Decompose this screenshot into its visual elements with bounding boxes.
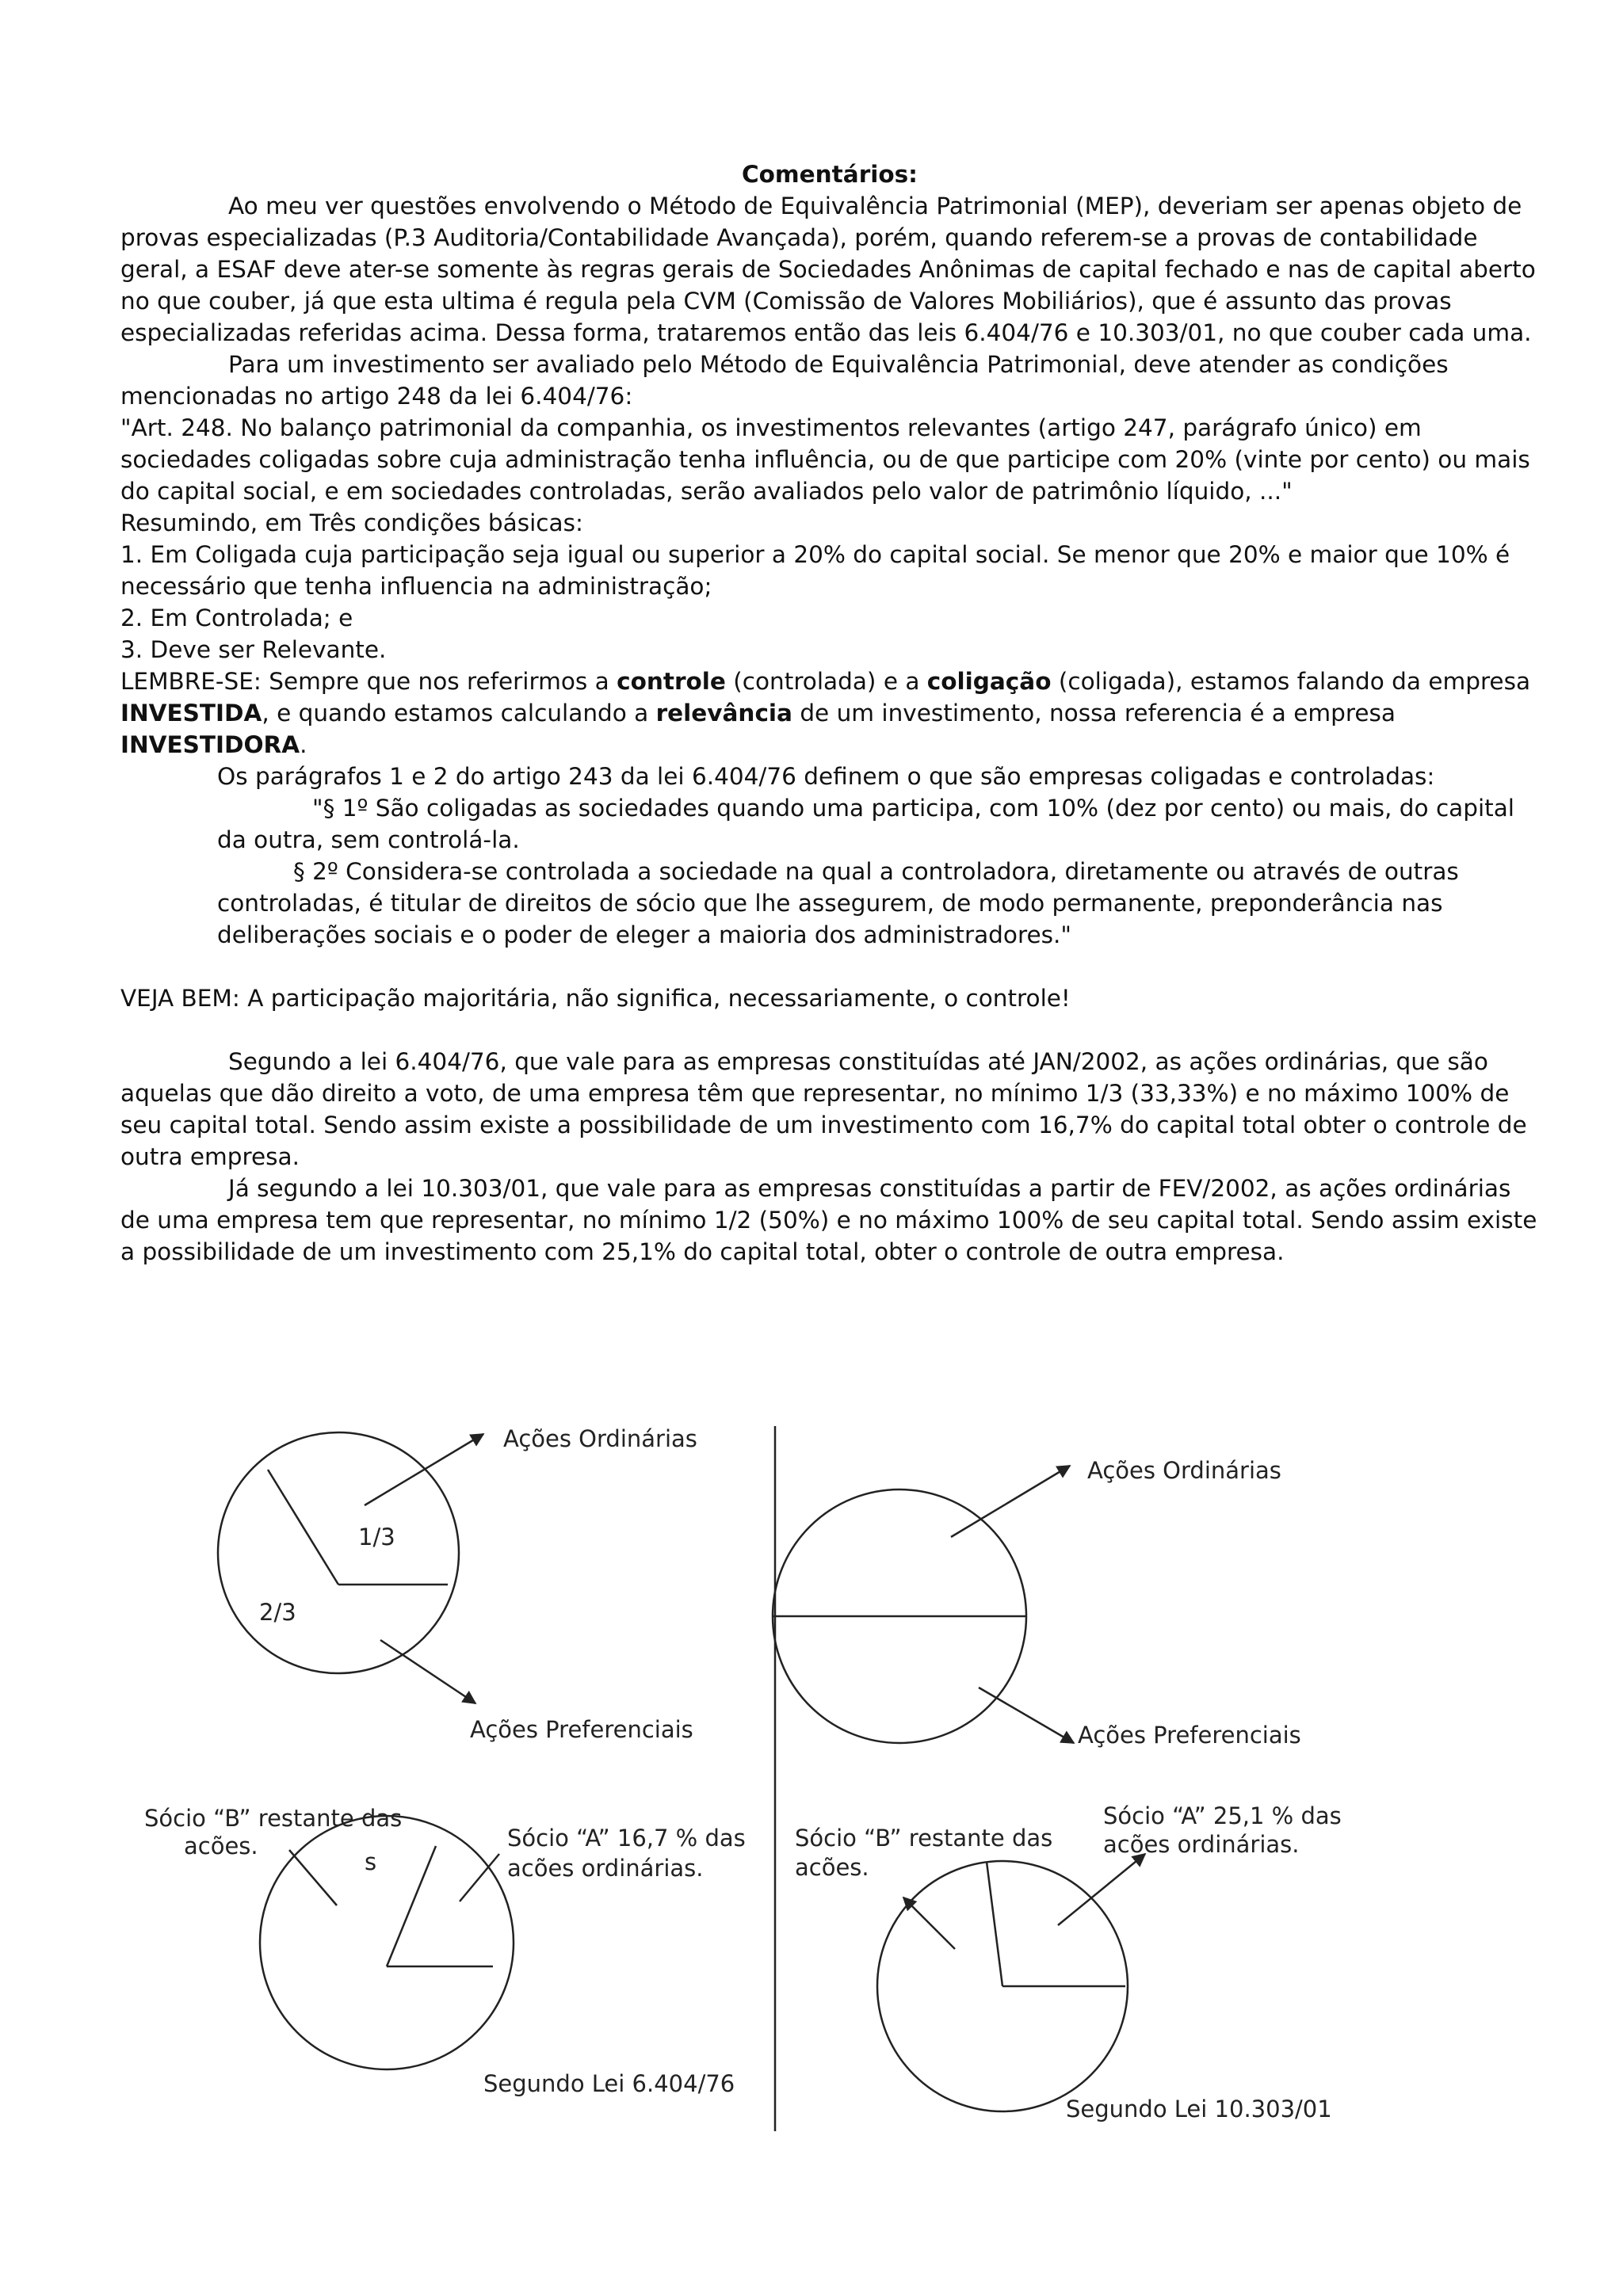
reminder-text: (coligada), estamos falando da empresa [1051,668,1531,695]
quote-intro: Os parágrafos 1 e 2 do artigo 243 da lei 6.404/76 definem o que são empresas coligadas e controladas: [217,763,1435,790]
label-socio-a: acões ordinárias. [1103,1831,1300,1858]
pie-law-6404 [218,1432,459,1673]
label-socio-a: acões ordinárias. [507,1855,704,1882]
label-socio-b: Sócio “B” restante das [144,1805,403,1832]
label-socio-b: acões. [184,1833,258,1859]
pie-radius [268,1470,338,1585]
label-socio-b: Sócio “B” restante das [795,1825,1053,1852]
section-title: Comentários: [742,161,918,188]
list-item: 3. Deve ser Relevante. [120,636,387,663]
pie-pointer [289,1850,337,1905]
pie-pointer [460,1854,499,1901]
reminder-text: de um investimento, nossa referencia é a empresa [792,700,1396,727]
label-preferenciais: Ações Preferenciais [470,1716,693,1743]
reminder-bold: INVESTIDA [120,700,262,727]
quote-paragraph-1: "§ 1º São coligadas as sociedades quando uma participa, com 10% (dez por cento) ou mais, do capital da outra, sem controlá-la. [217,795,1515,853]
reminder-bold: coligação [926,668,1052,695]
pie-control-6404 [260,1816,514,2069]
figure-caption: Segundo Lei 10.303/01 [1066,2096,1332,2122]
pie-radius [987,1862,1002,1986]
figure-caption: Segundo Lei 6.404/76 [483,2070,735,2097]
list-item: 1. Em Coligada cuja participação seja igual ou superior a 20% do capital social. Se menor que 20% e maior que 10% é necessário que tenha influencia na administração; [120,541,1510,600]
label-preferenciais: Ações Preferenciais [1078,1722,1301,1749]
label-socio-a: Sócio “A” 25,1 % das [1103,1802,1342,1829]
arrow-socio-a [1058,1854,1145,1925]
pie-radius [387,1846,436,1966]
paragraph-law-6404: Segundo a lei 6.404/76, que vale para as empresas constituídas até JAN/2002, as ações ordinárias, que são aquelas que dão direito a voto, de uma empresa têm que representar, no mínimo 1/3 (33,33%) e no máximo 100% de seu capital total. Sendo assim existe a possibilidade de um investimento com 16,7% do capital total obter o controle de outra empresa. [120,1048,1527,1170]
quote-art-248: "Art. 248. No balanço patrimonial da companhia, os investimentos relevantes (artigo 247, parágrafo único) em sociedades coligadas sobre cuja administração tenha influência, ou de que participe com 20% (vinte por cento) ou mais do capital social, e em sociedades controladas, serão avaliados pelo valor de patrimônio líquido, ..." [120,414,1530,505]
label-ordinarias: Ações Ordinárias [1087,1457,1281,1484]
label-ordinarias: Ações Ordinárias [503,1425,697,1452]
label-socio-b: acões. [795,1854,869,1881]
label-fraction-small: 1/3 [358,1524,395,1550]
arrow-ordinarias [951,1466,1070,1537]
reminder-text: (controlada) e a [725,668,927,695]
label-stray: s [365,1848,377,1875]
reminder-bold: relevância [655,700,792,727]
reminder-text: . [300,731,307,758]
paragraph-conditions: Para um investimento ser avaliado pelo Método de Equivalência Patrimonial, deve atender as condições mencionadas no artigo 248 da lei 6.404/76: [120,351,1449,410]
arrow-ordinarias [365,1434,483,1505]
reminder-text: , e quando estamos calculando a [262,700,656,727]
arrow-preferenciais [979,1688,1074,1743]
arrow-preferenciais [380,1640,475,1703]
list-item: 2. Em Controlada; e [120,605,353,631]
warning-note: VEJA BEM: A participação majoritária, não significa, necessariamente, o controle! [120,985,1071,1012]
reminder-bold: controle [617,668,726,695]
quote-paragraph-2: § 2º Considera-se controlada a sociedade na qual a controladora, diretamente ou através de outras controladas, é titular de direitos de sócio que lhe assegurem, de modo permanente, preponderância nas deliberações sociais e o poder de eleger a maioria dos administradores." [217,858,1459,948]
label-socio-a: Sócio “A” 16,7 % das [507,1825,746,1852]
arrow-socio-b [903,1897,955,1949]
reminder-text: LEMBRE-SE: Sempre que nos referirmos a [120,668,617,695]
reminder-bold: INVESTIDORA [120,731,300,758]
summary-heading: Resumindo, em Três condições básicas: [120,509,583,536]
label-fraction-large: 2/3 [259,1599,296,1626]
paragraph-law-10303: Já segundo a lei 10.303/01, que vale para as empresas constituídas a partir de FEV/2002, as ações ordinárias de uma empresa tem que representar, no mínimo 1/2 (50%) e no máximo 100% de seu capital total. Sendo assim existe a possibilidade de um investimento com 25,1% do capital total, obter o controle de outra empresa. [120,1175,1537,1265]
paragraph-intro: Ao meu ver questões envolvendo o Método de Equivalência Patrimonial (MEP), deveriam ser apenas objeto de provas especializadas (P.3 Auditoria/Contabilidade Avançada), porém, quando referem-se a provas de contabilidade geral, a ESAF deve ater-se somente às regras gerais de Sociedades Anônimas de capital fechado e nas de capital aberto no que couber, já que esta ultima é regula pela CVM (Comissão de Valores Mobiliários), que é assunto das provas especializadas referidas acima. Dessa forma, trataremos então das leis 6.404/76 e 10.303/01, no que couber cada uma. [120,193,1536,346]
